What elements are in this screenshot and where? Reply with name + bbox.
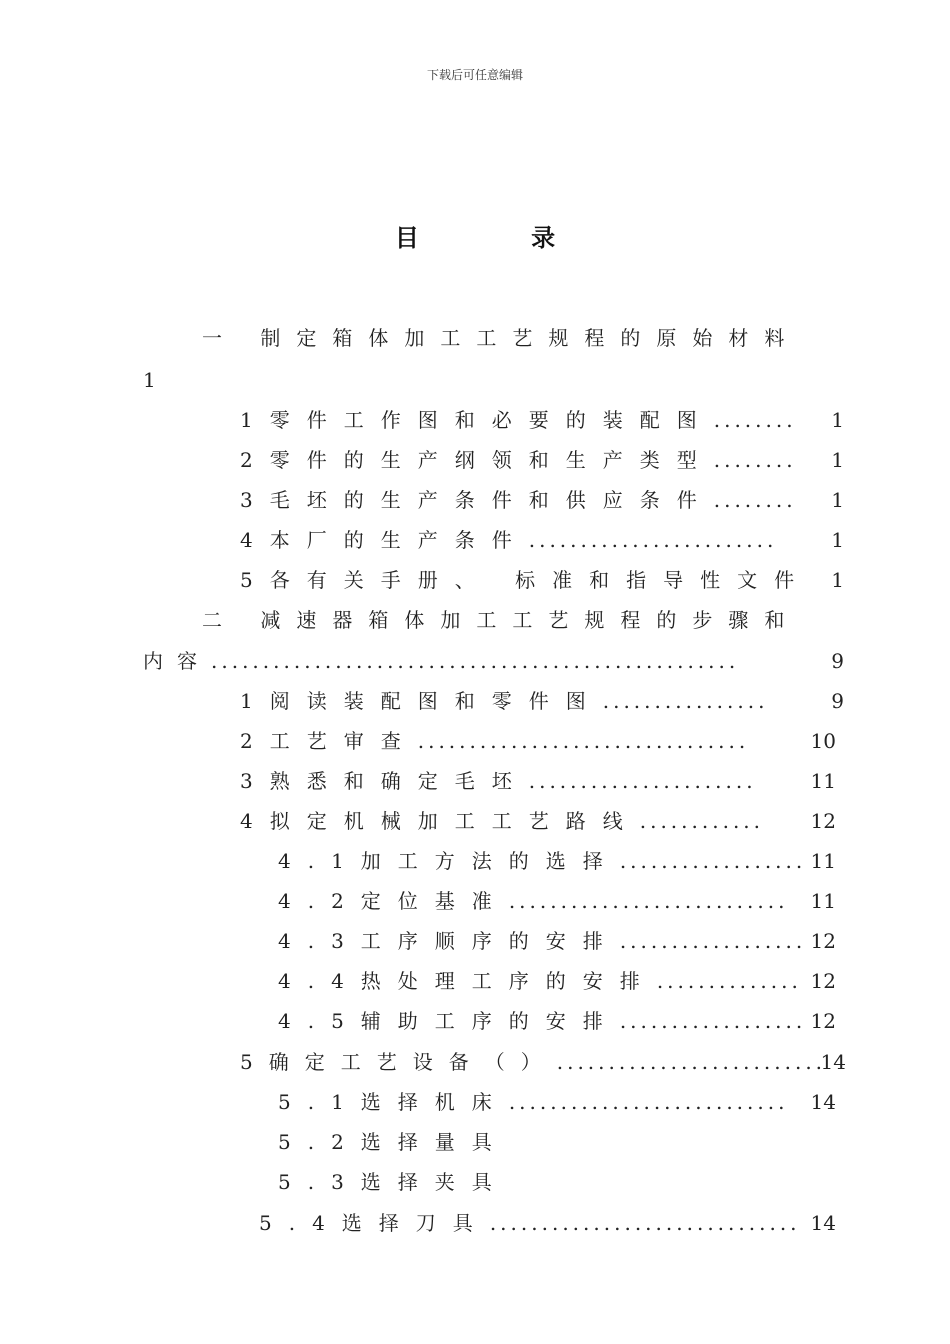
toc-subentry[interactable] [259,1211,801,1235]
toc-subentry[interactable] [278,849,806,873]
page-title: 目 录 [394,223,608,252]
toc-entry[interactable] [240,408,797,432]
toc-subentry[interactable] [278,929,806,953]
toc-page-number: 1 [831,488,844,512]
toc-entry[interactable] [143,649,739,673]
toc-label: 5.2选择量具 [278,1130,509,1154]
toc-dots: .................. [619,929,807,953]
toc-page-number: 9 [831,689,844,713]
toc-dots: .............. [656,969,802,993]
toc-subentry[interactable] [278,1090,788,1114]
toc-entry[interactable] [240,448,797,472]
toc-page-number: 1 [831,448,844,472]
toc-page-number: 12 [810,929,836,953]
toc-dots: ................................................... [211,649,740,673]
toc-entry[interactable] [240,488,797,512]
toc-dots: ........................... [508,1090,789,1114]
toc-dots: ........................... [508,889,789,913]
toc-page-number: 1 [831,568,844,592]
toc-subentry[interactable] [278,1130,509,1154]
toc-page-number: 14 [820,1050,846,1074]
toc-dots: ............ [639,809,765,833]
toc-page-number: 14 [810,1090,836,1114]
toc-label: 2零件的生产纲领和生产类型 [240,448,714,472]
toc-label: 4.4热处理工序的安排 [278,969,657,993]
toc-page-number: 10 [810,729,836,753]
toc-page-number: 1 [831,528,844,552]
toc-label: 5.4选择刀具 [259,1211,490,1235]
toc-entry[interactable] [240,769,757,793]
toc-section-1-heading[interactable] [202,326,800,350]
toc-entry[interactable] [240,729,749,753]
toc-label: 1 [143,368,156,392]
toc-subentry[interactable] [278,969,802,993]
toc-page-number: 9 [831,649,844,673]
toc-dots: ........................ [528,528,778,552]
toc-dots: .................. [619,1009,807,1033]
toc-dots: ................ [602,689,769,713]
toc-page-number: 11 [810,889,836,913]
toc-label: 4本厂的生产条件 [240,528,529,552]
toc-label: 4.1加工方法的选择 [278,849,620,873]
toc-dots: .............................. [489,1211,801,1235]
toc-page-number: 1 [831,408,844,432]
toc-subentry[interactable] [278,889,788,913]
toc-dots: .......................... [556,1050,827,1074]
toc-dots: ........ [713,408,797,432]
toc-label: 3毛坯的生产条件和供应条件 [240,488,714,512]
toc-dots: .................. [619,849,807,873]
toc-entry[interactable] [240,809,764,833]
toc-label: 5确定工艺设备（） [240,1050,557,1074]
toc-section-2-heading[interactable] [202,608,800,632]
toc-dots: ........ [713,488,797,512]
toc-dots: ................................ [417,729,750,753]
toc-label: 4.3工序顺序的安排 [278,929,620,953]
toc-entry[interactable] [240,528,777,552]
toc-label: 5.1选择机床 [278,1090,509,1114]
toc-label: 2工艺审查 [240,729,418,753]
toc-page-number: 14 [810,1211,836,1235]
toc-label: 4拟定机械加工工艺路线 [240,809,640,833]
toc-section-1-page[interactable] [143,368,156,392]
toc-label: 内容 [143,649,211,673]
toc-label: 1阅读装配图和零件图 [240,689,603,713]
toc-entry[interactable] [240,1050,826,1074]
toc-subentry[interactable] [278,1009,806,1033]
toc-page-number: 12 [810,969,836,993]
toc-entry[interactable] [240,689,768,713]
toc-page-number: 11 [810,769,836,793]
toc-entry[interactable] [240,568,811,592]
toc-page-number: 12 [810,1009,836,1033]
toc-page-number: 11 [810,849,836,873]
toc-label: 二 减速器箱体加工工艺规程的步骤和 [202,608,801,632]
toc-page-number: 12 [810,809,836,833]
toc-label: 3熟悉和确定毛坯 [240,769,529,793]
toc-label: 1零件工作图和必要的装配图 [240,408,714,432]
toc-label: 5.3选择夹具 [278,1170,509,1194]
toc-dots: ........ [713,448,797,472]
toc-label: 5各有关手册、 标准和指导性文件 [240,568,812,592]
toc-subentry[interactable] [278,1170,509,1194]
toc-label: 4.5辅助工序的安排 [278,1009,620,1033]
header-note: 下载后可任意编辑 [426,68,523,82]
toc-label: 一 制定箱体加工工艺规程的原始材料 [202,326,801,350]
toc-dots: ...................... [528,769,757,793]
toc-label: 4.2定位基准 [278,889,509,913]
